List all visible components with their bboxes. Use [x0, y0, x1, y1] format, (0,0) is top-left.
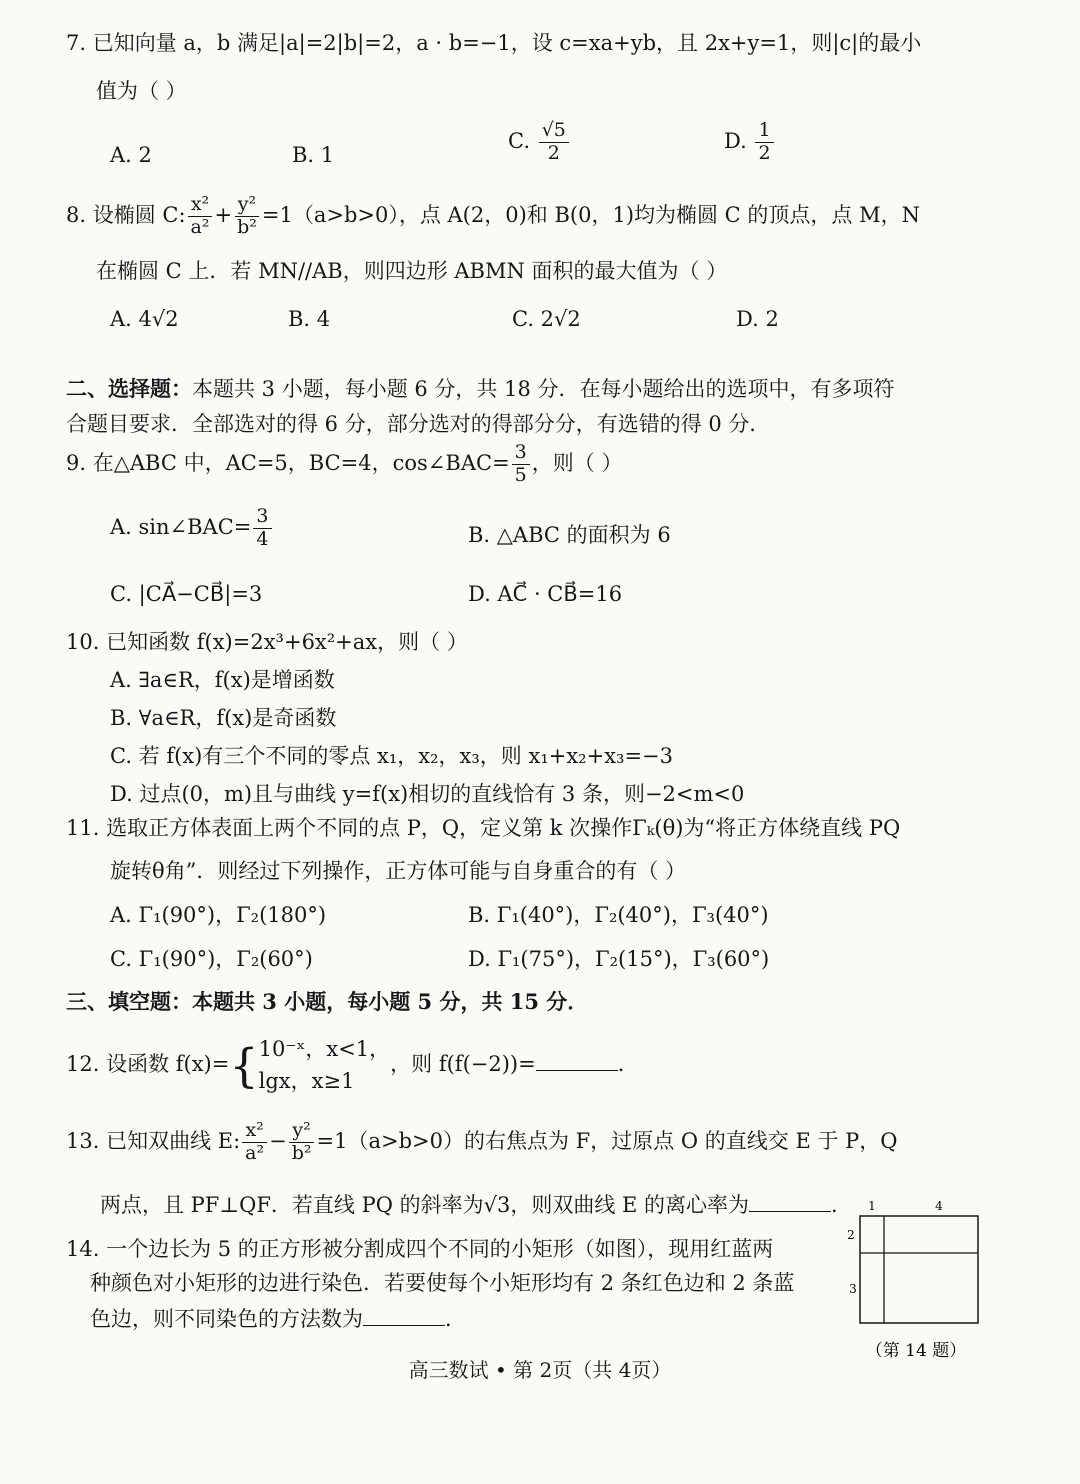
q12-cases — [259, 1034, 391, 1097]
q7-option-a: A. 2 — [110, 143, 152, 167]
q8-stem-line1 — [66, 194, 920, 239]
q11-option-b: B. Γ₁(40°)，Γ₂(40°)，Γ₃(40°) — [468, 903, 769, 927]
q8-option-c: C. 2√2 — [512, 307, 581, 331]
q7-c-label: C. — [508, 128, 530, 153]
q13-stem-line2 — [100, 1190, 852, 1218]
fig-label-left-bottom: 3 — [849, 1282, 857, 1296]
q13-line2: 两点，且 PF⊥QF．若直线 PQ 的斜率为√3，则双曲线 E 的离心率为 — [100, 1193, 750, 1217]
q8-frac-y — [234, 194, 260, 239]
q14-line3: 色边，则不同染色的方法数为 — [90, 1307, 363, 1331]
q9-a-prefix: A. sin∠BAC= — [110, 514, 252, 539]
q12-answer-blank[interactable] — [536, 1049, 618, 1071]
q12-prefix: 12. 设函数 f(x)= — [66, 1052, 230, 1076]
q9-option-a — [110, 506, 274, 551]
q13-answer-blank[interactable] — [749, 1190, 831, 1212]
q9-prefix: 9. 在△ABC 中，AC=5，BC=4，cos∠BAC= — [66, 450, 510, 475]
q11-option-d: D. Γ₁(75°)，Γ₂(15°)，Γ₃(60°) — [468, 947, 770, 971]
fig-label-top-right: 4 — [935, 1199, 943, 1213]
q7-option-d — [724, 120, 776, 165]
q14-stem-line3 — [90, 1304, 466, 1332]
q8-suffix: =1（a>b>0），点 A(2，0)和 B(0，1)均为椭圆 C 的顶点，点 M，N — [261, 202, 920, 227]
q7-d-num: 1 — [755, 120, 773, 143]
q11-stem-line1: 11. 选取正方体表面上两个不同的点 P，Q，定义第 k 次操作Γₖ(θ)为“将正方体绕直线 PQ — [66, 816, 901, 840]
q10-option-a: A. ∃a∈R，f(x)是增函数 — [110, 668, 335, 692]
q13-frac-x — [242, 1120, 267, 1165]
q9-den: 5 — [514, 463, 527, 486]
section3-heading: 三、填空题：本题共 3 小题，每小题 5 分，共 15 分． — [66, 989, 589, 1014]
q9-a-den: 4 — [256, 527, 269, 550]
q9-option-d: D. AC⃗ · CB⃗=16 — [468, 582, 623, 606]
q8-d2: b² — [237, 215, 257, 238]
q8-plus: + — [214, 202, 233, 227]
section2-heading-line1 — [66, 376, 895, 402]
q13-suffix: =1（a>b>0）的右焦点为 F，过原点 O 的直线交 E 于 P，Q — [316, 1128, 898, 1153]
q14-stem-line1: 14. 一个边长为 5 的正方形被分割成四个不同的小矩形（如图），现用红蓝两 — [66, 1237, 774, 1261]
q12-stem — [66, 1034, 639, 1097]
q12-end: ． — [617, 1052, 639, 1076]
q9-a-num: 3 — [253, 506, 271, 529]
q8-d1: a² — [190, 215, 210, 238]
q7-option-b: B. 1 — [292, 143, 335, 167]
fig-label-left-top: 2 — [847, 1228, 855, 1242]
q9-option-b: B. △ABC 的面积为 6 — [468, 523, 671, 547]
q8-option-a: A. 4√2 — [110, 307, 179, 331]
section2-title: 二、选择题： — [66, 376, 192, 401]
q7-d-fraction — [755, 120, 773, 165]
q13-n1: x² — [242, 1120, 266, 1143]
q11-option-c: C. Γ₁(90°)，Γ₂(60°) — [110, 947, 313, 971]
q13-prefix: 13. 已知双曲线 E: — [66, 1128, 241, 1153]
q7-stem-line1: 7. 已知向量 a，b 满足|a|=2|b|=2，a · b=−1，设 c=xa+yb，且 2x+y=1，则|c|的最小 — [66, 31, 922, 55]
q8-stem-line2: 在椭圆 C 上．若 MN//AB，则四边形 ABMN 面积的最大值为（ ） — [96, 259, 728, 283]
page-footer: 高三数试 • 第 2页（共 4页） — [408, 1358, 672, 1382]
q13-minus: − — [269, 1128, 287, 1153]
q14-end: ． — [445, 1307, 466, 1331]
q10-stem: 10. 已知函数 f(x)=2x³+6x²+ax，则（ ） — [66, 630, 468, 654]
q14-stem-line2: 种颜色对小矩形的边进行染色．若要使每个小矩形均有 2 条红色边和 2 条蓝 — [90, 1271, 795, 1295]
q13-d2: b² — [291, 1141, 312, 1164]
q7-stem-line2: 值为（ ） — [96, 79, 187, 103]
q8-n2: y² — [235, 194, 259, 217]
q12-case2: lgx，x≥1 — [258, 1068, 355, 1093]
q14-answer-blank[interactable] — [363, 1304, 445, 1326]
q13-d1: a² — [245, 1141, 265, 1164]
q14-figure — [838, 1196, 988, 1361]
section2-desc: 本题共 3 小题，每小题 6 分，共 18 分．在每小题给出的选项中，有多项符 — [192, 377, 895, 401]
q7-c-fraction — [539, 120, 569, 165]
q8-n1: x² — [188, 194, 212, 217]
q13-frac-y — [289, 1120, 315, 1165]
q9-fraction — [512, 442, 530, 487]
q7-d-den: 2 — [758, 141, 771, 164]
q8-frac-x — [188, 194, 213, 239]
q9-suffix: ，则（ ） — [531, 450, 623, 475]
q11-option-a: A. Γ₁(90°)，Γ₂(180°) — [110, 903, 327, 927]
q13-end: ． — [831, 1193, 853, 1217]
q9-option-c: C. |CA⃗−CB⃗|=3 — [110, 582, 263, 606]
q9-num: 3 — [512, 442, 530, 465]
q8-option-d: D. 2 — [736, 307, 779, 331]
q11-stem-line2: 旋转θ角”．则经过下列操作，正方体可能与自身重合的有（ ） — [110, 859, 687, 883]
q8-prefix: 8. 设椭圆 C: — [66, 202, 186, 227]
q12-brace: { — [229, 1038, 259, 1093]
q9-stem — [66, 442, 622, 487]
q7-d-label: D. — [724, 128, 747, 153]
q8-option-b: B. 4 — [288, 307, 331, 331]
fig-caption: （第 14 题） — [865, 1341, 967, 1361]
q7-c-den: 2 — [547, 141, 560, 164]
q12-case1: 10⁻ˣ，x<1， — [258, 1037, 391, 1061]
q10-option-d: D. 过点(0，m)且与曲线 y=f(x)相切的直线恰有 3 条，则−2<m<0 — [110, 782, 745, 806]
q7-option-c — [508, 120, 571, 165]
q7-c-num: √5 — [539, 120, 569, 143]
q10-option-b: B. ∀a∈R，f(x)是奇函数 — [110, 706, 337, 730]
fig-outer-square — [860, 1216, 978, 1323]
q12-suffix: ，则 f(f(−2))= — [390, 1052, 536, 1076]
q10-option-c: C. 若 f(x)有三个不同的零点 x₁，x₂，x₃，则 x₁+x₂+x₃=−3 — [110, 744, 674, 768]
q9-a-fraction — [253, 506, 271, 551]
q13-n2: y² — [289, 1120, 313, 1143]
q13-stem-line1 — [66, 1120, 898, 1165]
fig-label-top-left: 1 — [868, 1199, 876, 1213]
section2-heading-line2: 合题目要求．全部选对的得 6 分，部分选对的得部分分，有选错的得 0 分． — [66, 412, 771, 436]
